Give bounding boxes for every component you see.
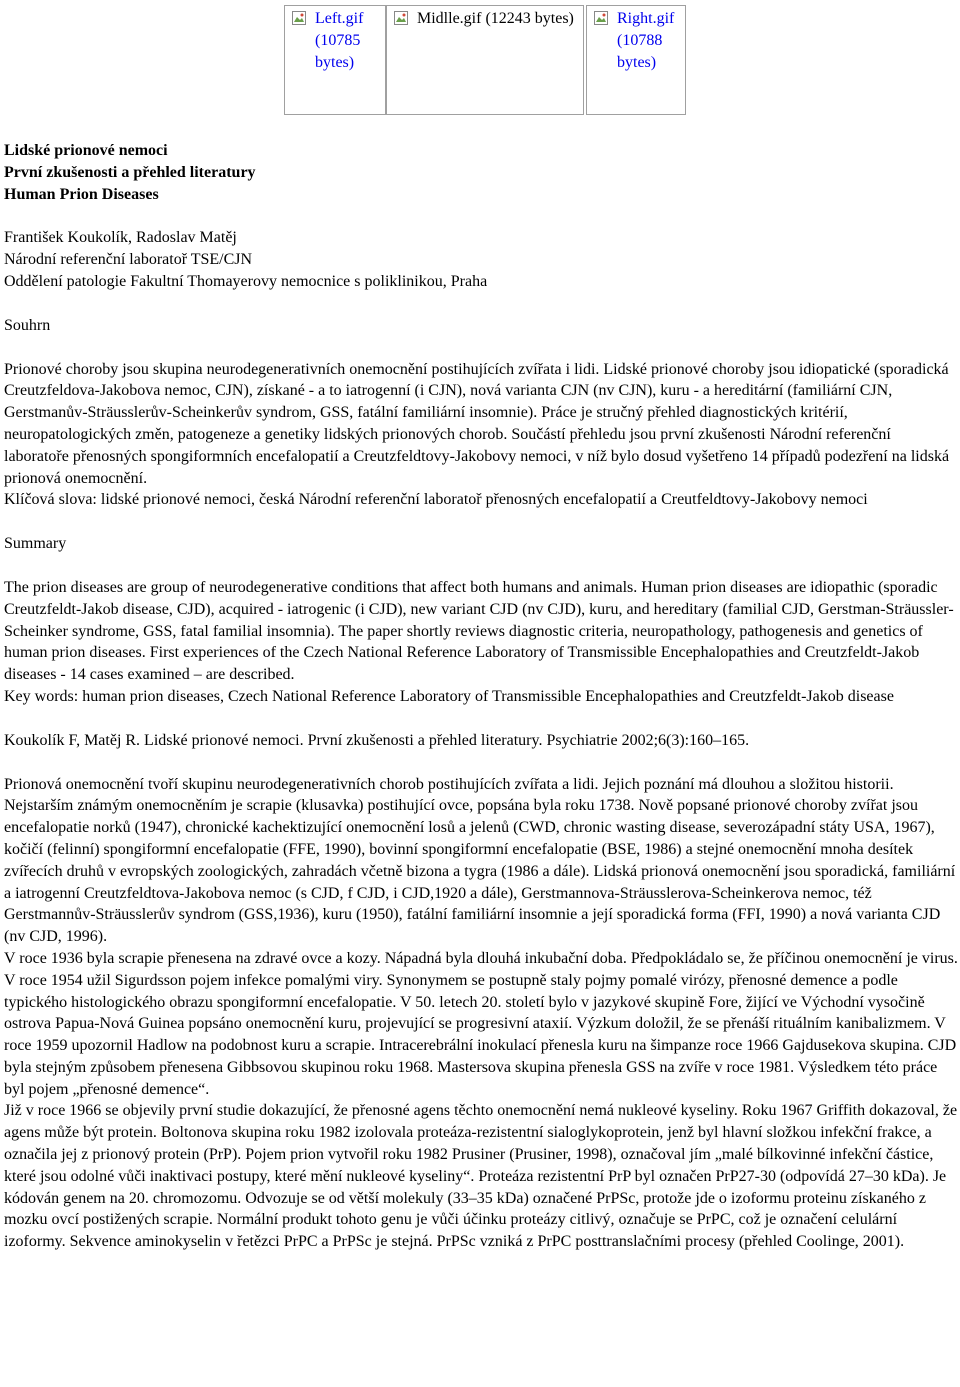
broken-image-icon [593, 10, 609, 26]
body-paragraph: Již v roce 1966 se objevily první studie dokazující, že přenosné agens těchto onemocnění nemá nukleové kyseliny. Roku 1967 Griffith dokazoval, že agens může být protein. Boltonova skupina roku 1982 izolovala proteáza-rezistentní sialoglykoprotein, jenž byl hlavní složkou infekční frakce, a označila jej z prionový protein (PrP). Pojem prion vytvořil roku 1982 Prusiner (Prusiner, 1998), označoval jím „malé bílkovinné infekční částice, které jsou odolné vůči inaktivaci postupy, které mění nukleové kyseliny“. Proteáza rezistentní PrP byl označen PrP27-30 (odpovídá 27–30 kDa). Je kódován genem na 20. chromozomu. Odvozuje se od větší molekuly (33–35 kDa) označené PrPSc, protože jde o izoformu proteinu získaného z mozku ovcí postižených scrapie. Normální produkt tohoto genu je vůči účinku proteázy citlivý, označuje se PrPC, což je označení celulární izoformy. Sekvence aminokyselin v řetězci PrPC a PrPSc je stejná. PrPSc vzniká z PrPC posttranslačními procesy (přehled Coolinge, 2001). [4, 1102, 958, 1251]
left-image-alt-text: Left.gif (10785 bytes) [315, 10, 364, 71]
title-english: Human Prion Diseases [4, 185, 159, 203]
author-info [4, 227, 958, 292]
subtitle-czech: První zkušenosti a přehled literatury [4, 163, 256, 181]
middle-banner-image [386, 5, 584, 115]
summary-text: The prion diseases are group of neurodegenerative conditions that affect both humans and animals. Human prion diseases are idiopathic (sporadic Creutzfeldt-Jakob disease, CJD), acquired - iatrogenic (i CJD), new variant CJD (nv CJD), kuru, and hereditary (familial CJD, Gerstman-Sträussler-Scheinker syndrome, GSS, fatal familial insomnia). The paper shortly reviews diagnostic criteria, neuropathology, pathogenesis and genetics of human prion diseases. First experiences of the Czech National Reference Laboratory of Transmissible Encephalopathies and Creutzfeldt-Jakob diseases - 14 cases examined – are described. [4, 578, 954, 684]
right-banner-image [586, 5, 686, 115]
author-names: František Koukolík, Radoslav Matěj [4, 229, 237, 247]
left-banner-image [284, 5, 386, 115]
article-content [4, 140, 958, 1253]
banner-image-row [0, 0, 960, 120]
broken-image-icon [393, 10, 409, 26]
article-header [4, 140, 958, 205]
souhrn-heading: Souhrn [4, 316, 51, 334]
broken-image-icon [291, 10, 307, 26]
body-paragraph: Prionová onemocnění tvoří skupinu neurodegenerativních chorob postihujících zvířata a lidi. Jejich poznání má dlouhou a složitou historii. Nejstarším známým onemocněním je scrapie (klusavka) postihující ovce, popsána byla roku 1738. Nově popsané prionové choroby zvířat jsou encefalopatie norků (1947), chronické kachektizující onemocnění losů a jelenů (CWD, chronic wasting disease, severozápadní státy USA, 1967), kočičí (felinní) spongiformní encefalopatie (FFE, 1990), bovinní spongiformní encefalopatie (BSE, 1986) a stejné onemocnění mnoha desítek zvířecích druhů v evropských zoologických, zahradách včetně bizona a tygra (1986 a dále). Lidská prionová onemocnění jsou sporadická, familiární a iatrogenní Creutzfeldtova-Jakobova nemoc (s CJD, f CJD, i CJD,1920 a dále), Gerstmannova-Sträusslerova-Scheinkerova nemoc, též Gerstmannův-Sträusslerův syndrom (GSS,1936), kuru (1950), fatální familiární insomnie a její sporadická forma (FFI, 1990) a nová varianta CJD (nv CJD, 1996). [4, 775, 956, 946]
body-paragraph: V roce 1936 byla scrapie přenesena na zdravé ovce a kozy. Nápadná byla dlouhá inkubační doba. Předpokládalo se, že příčinou onemocnění je virus. V roce 1954 užil Sigurdsson pojem infekce pomalými viry. Synonymem se postupně staly pojmy pomalé virózy, přenosné demence a podle typického histologického obrazu spongiformní encefalopatie. V 50. letech 20. století bylo v jazykové skupině Fore, žijící ve Východní vysočině ostrova Papua-Nová Guinea popsáno onemocnění kuru, projevující se progresivní ataxií. Výzkum doložil, že se přenáší rituálním kanibalizmem. V roce 1959 upozornil Hadlow na podobnost kuru a scrapie. Intracerebrální inokulací přenesla kuru na šimpanze roce 1966 Gajdusekova skupina. CJD byla stejným způsobem přenesena Gibbsovou skupinou roku 1968. Mastersova skupina přenesla GSS na zvíře v roce 1981. Výsledkem této práce byl pojem „přenosné demence“. [4, 949, 958, 1098]
right-image-alt-text: Right.gif (10788 bytes) [617, 10, 675, 71]
title-czech: Lidské prionové nemoci [4, 142, 168, 159]
summary-keywords: Key words: human prion diseases, Czech National Reference Laboratory of Transmissible Encephalopathies and Creutzfeldt-Jakob disease [4, 687, 894, 705]
souhrn-keywords: Klíčová slova: lidské prionové nemoci, česká Národní referenční laboratoř přenosných encefalopatií a Creutfeldtovy-Jakobovy nemoci [4, 491, 868, 509]
summary-heading: Summary [4, 535, 67, 553]
author-lab: Národní referenční laboratoř TSE/CJN [4, 251, 253, 269]
author-department: Oddělení patologie Fakultní Thomayerovy nemocnice s poliklinikou, Praha [4, 272, 488, 290]
souhrn-text: Prionové choroby jsou skupina neurodegenerativních onemocnění postihujících zvířata i lidi. Lidské prionové choroby jsou idiopatické (sporadická Creutzfeldova-Jakobova nemoc, CJN), získané - a to iatrogenní (i CJN), nová varianta CJN (nv CJN), kuru - a hereditární (familiární CJN, Gerstmanův-Sträusslerův-Scheinkerův syndrom, GSS, fatální familiární insomnie). Práce je stručný přehled diagnostických kritérií, neuropatologických změn, patogeneze a genetiky lidských prionových chorob. Součástí přehledu jsou první zkušenosti Národní referenční laboratoře přenosných spongiformních encefalopatií a Creutzfeldtovy-Jakobovy nemoci, v níž bylo dosud vyšetřeno 14 případů podezření na lidská prionová onemocnění. [4, 360, 950, 487]
citation: Koukolík F, Matěj R. Lidské prionové nemoci. První zkušenosti a přehled literatury. Psychiatrie 2002;6(3):160–165. [4, 731, 750, 749]
middle-image-alt-text: Midlle.gif (12243 bytes) [417, 10, 574, 27]
